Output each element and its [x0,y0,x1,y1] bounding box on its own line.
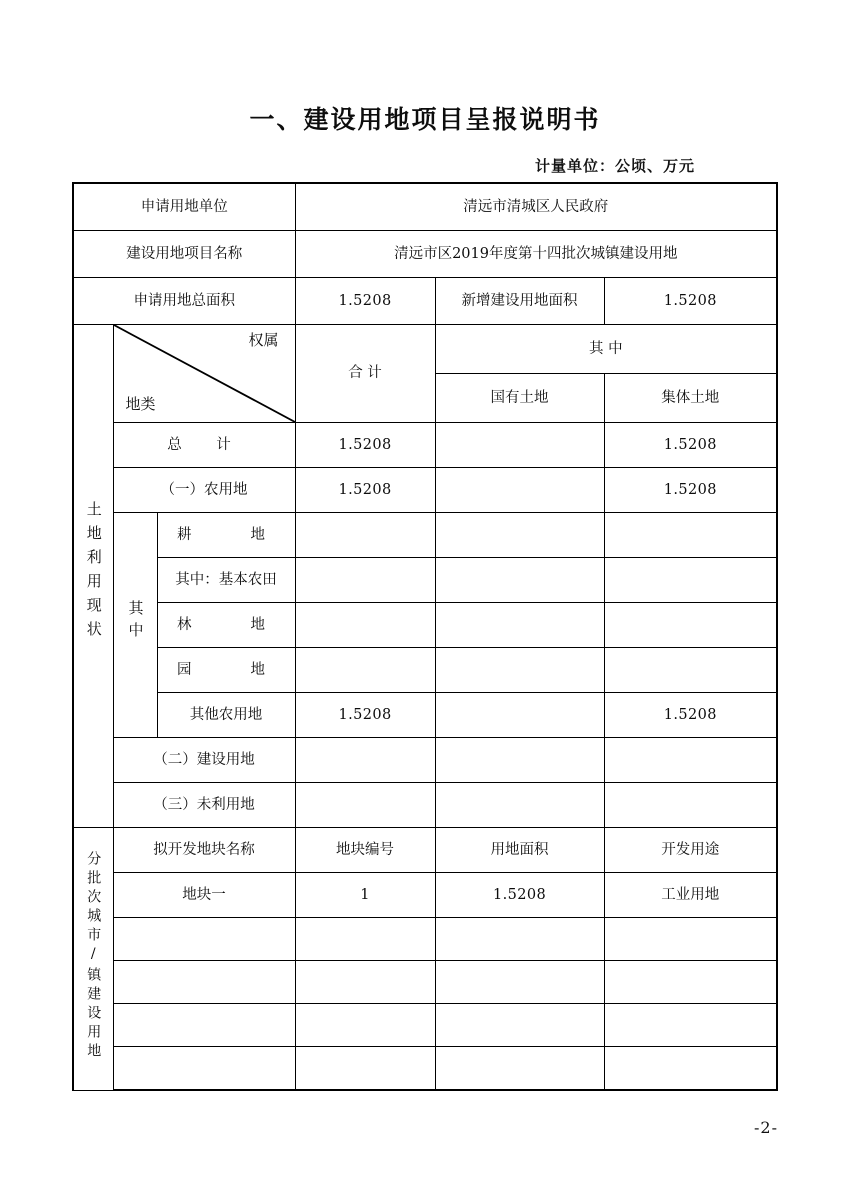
batch-row-area: 1.5208 [435,873,604,918]
table-row-landuse [73,693,777,738]
table-row-batch [73,918,777,961]
batch-row-name [113,1047,295,1091]
batch-row-code [295,961,435,1004]
table-row-batch [73,873,777,918]
batch-row-area [435,1004,604,1047]
landuse-row-total [295,513,435,558]
table-row-landuse [73,738,777,783]
table-row-landuse [73,648,777,693]
batch-row-area [435,1047,604,1091]
landuse-row-state [435,468,604,513]
total-area-value: 1.5208 [295,278,435,325]
landuse-row-name: （二）建设用地 [113,738,295,783]
landuse-section-label: 土地利用现状 [73,325,113,828]
table-row-project-name [73,231,777,278]
landuse-row-collective [604,513,777,558]
landuse-row-collective [604,783,777,828]
landuse-row-total: 1.5208 [295,423,435,468]
landuse-diagonal-header [113,325,295,423]
batch-header-name: 拟开发地块名称 [113,828,295,873]
landuse-row-name: （三）未利用地 [113,783,295,828]
batch-row-purpose: 工业用地 [604,873,777,918]
landuse-row-total: 1.5208 [295,693,435,738]
batch-row-code [295,1004,435,1047]
landuse-row-collective: 1.5208 [604,693,777,738]
batch-section-label: 分批次城市/镇建设用地 [73,828,113,1091]
measurement-unit-note: 计量单位：公顷、万元 [534,157,695,175]
project-value: 清远市区2019年度第十四批次城镇建设用地 [295,231,777,278]
table-row-landuse [73,468,777,513]
landuse-row-name: 其他农用地 [157,693,295,738]
table-row-batch [73,1047,777,1091]
table-row-batch [73,1004,777,1047]
table-row-applicant [73,183,777,231]
landuse-row-collective: 1.5208 [604,468,777,513]
table-row-batch [73,961,777,1004]
batch-row-purpose [604,961,777,1004]
table-row-landuse [73,423,777,468]
landuse-row-collective [604,648,777,693]
landuse-row-name: 耕 地 [157,513,295,558]
table-row-landuse [73,603,777,648]
landtype-label: 地类 [125,395,156,414]
table-row-landuse [73,513,777,558]
batch-row-name: 地块一 [113,873,295,918]
batch-row-name [113,961,295,1004]
batch-header-area: 用地面积 [435,828,604,873]
landuse-row-name: 总 计 [113,423,295,468]
col-header-group: 其 中 [435,325,777,374]
main-table-container [72,182,776,1091]
col-header-total: 合 计 [295,325,435,423]
batch-header-code: 地块编号 [295,828,435,873]
table-row-batch-header [73,828,777,873]
landuse-row-collective [604,603,777,648]
page-title: 一、建设用地项目呈报说明书 [249,105,601,134]
landuse-row-total [295,603,435,648]
landuse-row-total: 1.5208 [295,468,435,513]
landuse-row-state [435,603,604,648]
landuse-row-state [435,513,604,558]
col-header-state-land: 国有土地 [435,374,604,423]
land-application-table [72,182,778,1091]
landuse-row-name: 园 地 [157,648,295,693]
landuse-row-total [295,783,435,828]
landuse-row-state [435,693,604,738]
batch-row-purpose [604,918,777,961]
batch-row-code: 1 [295,873,435,918]
batch-row-name [113,1004,295,1047]
landuse-row-state [435,648,604,693]
batch-row-area [435,961,604,1004]
landuse-row-state [435,783,604,828]
landuse-row-name: 林 地 [157,603,295,648]
landuse-row-total [295,648,435,693]
project-label: 建设用地项目名称 [73,231,295,278]
new-area-label: 新增建设用地面积 [435,278,604,325]
landuse-row-collective: 1.5208 [604,423,777,468]
col-header-collective-land: 集体土地 [604,374,777,423]
batch-row-purpose [604,1004,777,1047]
new-area-value: 1.5208 [604,278,777,325]
table-row-landuse [73,783,777,828]
landuse-row-name: 其中：基本农田 [157,558,295,603]
landuse-row-collective [604,558,777,603]
landuse-sub-label: 其中 [113,513,157,738]
landuse-row-name: （一）农用地 [113,468,295,513]
landuse-row-collective [604,738,777,783]
table-row-areas [73,278,777,325]
landuse-row-state [435,423,604,468]
applicant-value: 清远市清城区人民政府 [295,183,777,231]
batch-row-purpose [604,1047,777,1091]
batch-header-purpose: 开发用途 [604,828,777,873]
table-row-landuse-header-top [73,325,777,374]
batch-row-area [435,918,604,961]
ownership-label: 权属 [248,331,279,349]
batch-row-name [113,918,295,961]
total-area-label: 申请用地总面积 [73,278,295,325]
page-number: -2- [754,1118,778,1137]
batch-row-code [295,918,435,961]
landuse-row-total [295,558,435,603]
batch-row-code [295,1047,435,1091]
landuse-row-total [295,738,435,783]
landuse-row-state [435,738,604,783]
table-row-landuse [73,558,777,603]
landuse-row-state [435,558,604,603]
applicant-label: 申请用地单位 [73,183,295,231]
